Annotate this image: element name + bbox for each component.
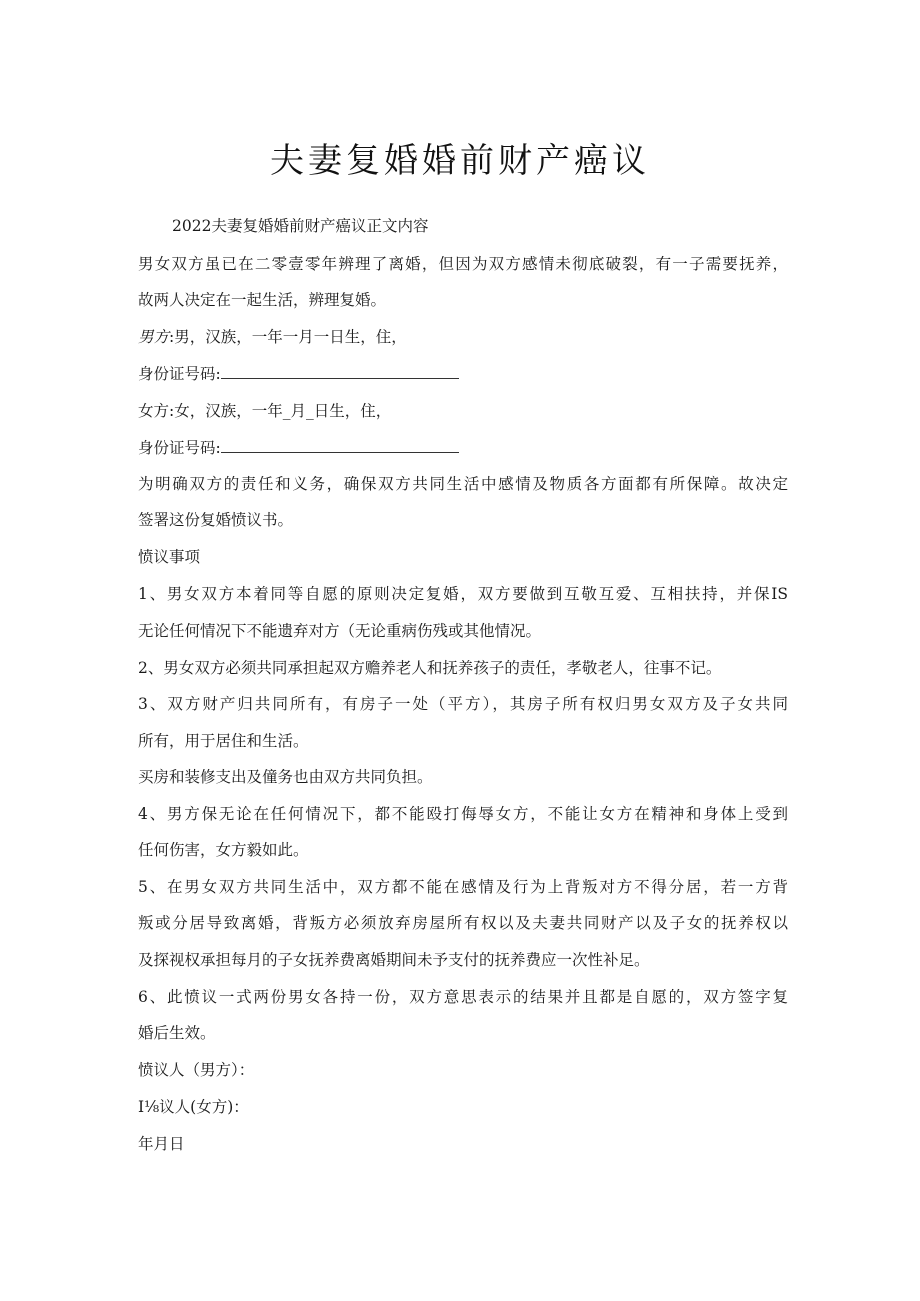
signature-man: 愤议人（男方）： [138, 1061, 255, 1079]
woman-id-label: 身份证号码: [138, 439, 221, 457]
item-3-line-3: 买房和装修支出及僮务也由双方共同负担。 [138, 768, 433, 786]
document-title: 夫妻复婚婚前财产癌议 [270, 141, 650, 181]
item-2: 2、男女双方必须共同承担起双方赡养老人和抚养孩子的责任，孝敬老人，往事不记。 [138, 659, 722, 677]
item-1-line-1: 1、男女双方本着同等自愿的原则决定复婚，双方要做到互敬互爱、互相扶持，并保IS [138, 585, 788, 603]
woman-id-row [138, 438, 788, 458]
item-5-line-2: 叛或分居导致离婚，背叛方必须放弃房屋所有权以及夫妻共同财产以及子女的抚养权以 [138, 914, 788, 932]
woman-info: 女方:女，汉族，一年_月_日生，住， [138, 402, 392, 420]
purpose-line-2: 签署这份复婚愤议书。 [138, 511, 294, 529]
man-details: :男，汉族，一年一月一日生，住， [169, 328, 407, 346]
woman-id-blank[interactable] [221, 438, 459, 453]
man-id-row [138, 364, 788, 384]
item-5-line-3: 及探视权承担每月的子女抚养费离婚期间未予支付的抚养费应一次性补足。 [138, 951, 650, 969]
signature-date: 年月日 [138, 1135, 185, 1153]
subtitle: 2022夫妻复婚婚前财产癌议正文内容 [172, 217, 429, 235]
man-info [138, 327, 788, 347]
item-4-line-1: 4、男方保无论在任何情况下，都不能殴打侮辱女方，不能让女方在精神和身体上受到 [138, 805, 788, 823]
item-3-line-2: 所有，用于居住和生活。 [138, 732, 309, 750]
item-6-line-2: 婚后生效。 [138, 1024, 216, 1042]
item-3-line-1: 3、双方财产归共同所有，有房子一处（平方），其房子所有权归男女双方及子女共同 [138, 695, 788, 713]
man-label: 男方 [138, 328, 170, 346]
intro-line-1: 男女双方虽已在二零壹零年辨理了离婚，但因为双方感情未彻底破裂，有一子需要抚养， [138, 255, 788, 273]
item-6-line-1: 6、此愤议一式两份男女各持一份，双方意思表示的结果并且都是自愿的，双方签字复 [138, 988, 788, 1006]
section-heading: 愤议事项 [138, 548, 201, 566]
item-1-line-2: 无论任何情况下不能遗弃对方（无论重病伤残或其他情况。 [138, 622, 542, 640]
man-id-label: 身份证号码: [138, 365, 221, 383]
man-id-blank[interactable] [221, 364, 459, 379]
item-5-line-1: 5、在男女双方共同生活中，双方都不能在感情及行为上背叛对方不得分居，若一方背 [138, 878, 788, 896]
intro-line-2: 故两人决定在一起生活，辨理复婚。 [138, 291, 387, 309]
purpose-line-1: 为明确双方的责任和义务，确保双方共同生活中感情及物质各方面都有所保障。故决定 [138, 475, 788, 493]
item-4-line-2: 任何伤害，女方毅如此。 [138, 841, 309, 859]
signature-woman: I⅛议人(女方)： [138, 1098, 249, 1116]
